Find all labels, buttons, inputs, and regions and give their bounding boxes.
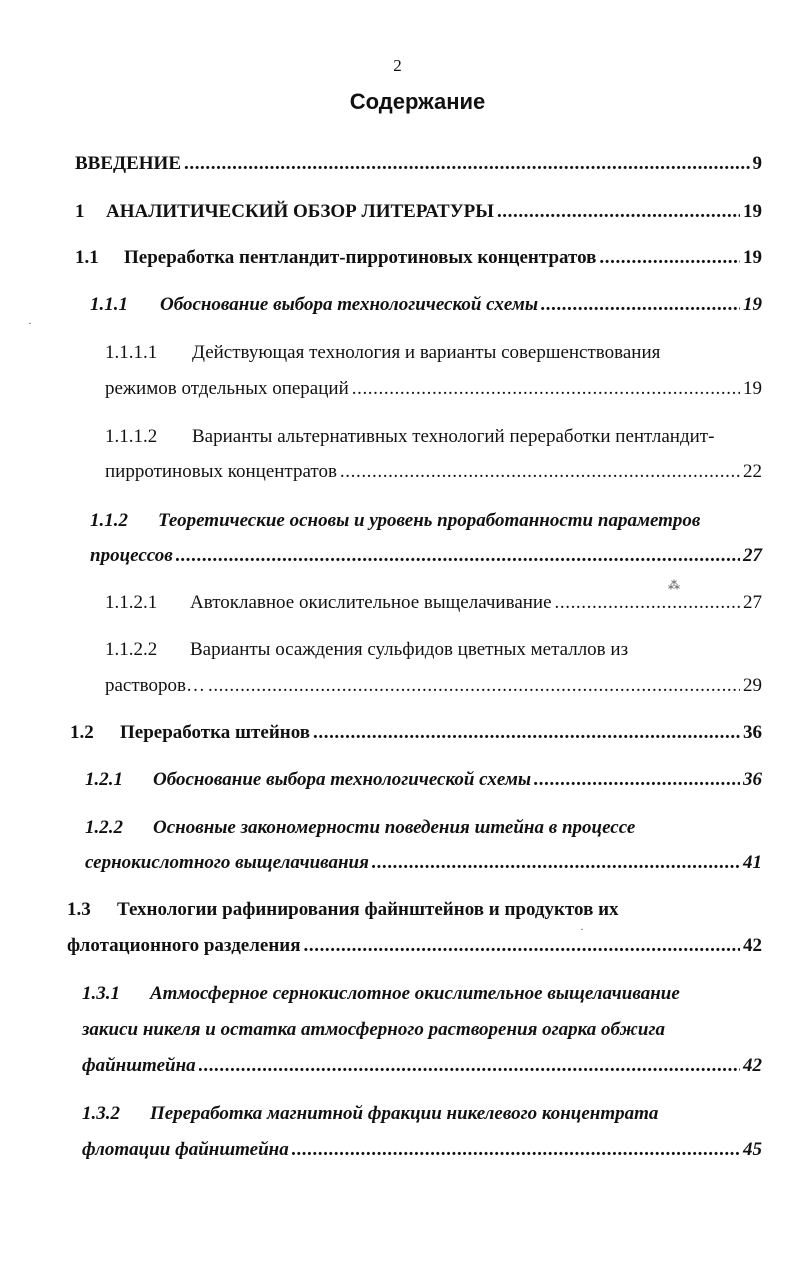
toc-entry-text-cont: режимов отдельных операций bbox=[105, 378, 349, 399]
toc-leader bbox=[497, 201, 740, 223]
toc-entry-text: Действующая технология и варианты совершенствования bbox=[192, 342, 661, 363]
toc-page: 22 bbox=[743, 461, 762, 482]
toc-entry-text: Теоретические основы и уровень проработанности параметров bbox=[158, 510, 701, 531]
toc-entry-1-1-1-2-cont[interactable] bbox=[105, 461, 762, 483]
toc-entry-1-1-2-2[interactable] bbox=[105, 639, 762, 661]
toc-page: 36 bbox=[743, 769, 762, 790]
toc-entry-1-3-1-cont2[interactable] bbox=[82, 1055, 762, 1077]
page-number: 2 bbox=[393, 56, 402, 75]
toc-entry-number: 1 bbox=[75, 201, 85, 222]
toc-entry-1-2-2[interactable] bbox=[85, 817, 762, 839]
toc-leader bbox=[599, 247, 740, 269]
toc-entry-1-3-1[interactable] bbox=[82, 983, 762, 1005]
toc-entry-text: Основные закономерности поведения штейна в процессе bbox=[153, 817, 636, 838]
toc-entry-1-3[interactable] bbox=[67, 899, 762, 921]
toc-entry-1-2-2-cont[interactable] bbox=[85, 852, 762, 874]
page-title: Содержание bbox=[349, 89, 486, 114]
scan-speck: · bbox=[28, 316, 32, 330]
toc-leader bbox=[555, 592, 740, 614]
toc-entry-1-2-1[interactable] bbox=[85, 769, 762, 791]
toc-entry-number: 1.1.1.2 bbox=[105, 426, 158, 447]
toc-entry-text-cont: флотации файнштейна bbox=[82, 1139, 289, 1160]
toc-entry-1-1-2[interactable] bbox=[90, 510, 762, 532]
toc-entry-number: 1.3.2 bbox=[82, 1103, 120, 1124]
toc-page: 19 bbox=[743, 378, 762, 399]
toc-entry-text-cont: закиси никеля и остатка атмосферного растворения огарка обжига bbox=[82, 1019, 665, 1040]
toc-entry-1-3-cont[interactable] bbox=[67, 935, 762, 957]
toc-page: 27 bbox=[743, 592, 762, 613]
toc-leader bbox=[541, 294, 740, 316]
toc-entry-1-1-1-2[interactable] bbox=[105, 426, 762, 448]
toc-entry-number: 1.1.2.2 bbox=[105, 639, 158, 660]
toc-page: 45 bbox=[743, 1139, 762, 1160]
toc-page: 42 bbox=[743, 935, 762, 956]
toc-leader bbox=[313, 722, 740, 744]
toc-page: 19 bbox=[743, 247, 762, 268]
toc-entry-1-1-2-1[interactable] bbox=[105, 592, 762, 614]
toc-entry-1-3-1-cont[interactable] bbox=[82, 1019, 762, 1041]
toc-entry-text: Атмосферное сернокислотное окислительное выщелачивание bbox=[150, 983, 680, 1004]
toc-entry-text: Обоснование выбора технологической схемы bbox=[160, 294, 539, 315]
toc-entry-text: ВВЕДЕНИЕ bbox=[75, 153, 181, 174]
toc-page: 41 bbox=[743, 852, 762, 873]
toc-leader bbox=[199, 1055, 740, 1077]
toc-leader bbox=[208, 675, 740, 697]
toc-entry-number: 1.2.1 bbox=[85, 769, 123, 790]
toc-entry-text: Переработка магнитной фракции никелевого концентрата bbox=[150, 1103, 659, 1124]
toc-entry-text: Переработка штейнов bbox=[120, 722, 311, 743]
toc-leader bbox=[352, 378, 740, 400]
toc-entry-1[interactable] bbox=[75, 201, 762, 223]
toc-entry-1-3-2-cont[interactable] bbox=[82, 1139, 762, 1161]
toc-entry-text: Варианты альтернативных технологий переработки пентландит- bbox=[192, 426, 715, 447]
toc-entry-number: 1.2 bbox=[70, 722, 94, 743]
toc-page: 36 bbox=[743, 722, 762, 743]
toc-entry-number: 1.2.2 bbox=[85, 817, 123, 838]
toc-entry-text-cont: процессов bbox=[90, 545, 173, 566]
toc-entry-text: Автоклавное окислительное выщелачивание bbox=[190, 592, 552, 613]
toc-entry-text-cont: сернокислотного выщелачивания bbox=[85, 852, 369, 873]
toc-entry-1-1-1-1[interactable] bbox=[105, 342, 762, 364]
toc-entry-number: 1.3.1 bbox=[82, 983, 120, 1004]
toc-page: 29 bbox=[743, 675, 762, 696]
toc-entry-1-1-2-2-cont[interactable] bbox=[105, 675, 762, 697]
toc-entry-number: 1.1.1.1 bbox=[105, 342, 158, 363]
toc-entry-text: Обоснование выбора технологической схемы bbox=[153, 769, 532, 790]
toc-entry-number: 1.3 bbox=[67, 899, 91, 920]
toc-page: 19 bbox=[743, 201, 762, 222]
toc-leader bbox=[292, 1139, 740, 1161]
toc-page: 9 bbox=[752, 153, 762, 174]
toc-entry-1-2[interactable] bbox=[70, 722, 762, 744]
toc-page: 42 bbox=[743, 1055, 762, 1076]
toc-entry-text: Варианты осаждения сульфидов цветных металлов из bbox=[190, 639, 629, 660]
toc-leader bbox=[372, 852, 740, 874]
toc-leader bbox=[176, 545, 740, 567]
toc-leader bbox=[184, 153, 750, 175]
scan-speck: ⁂ bbox=[668, 578, 680, 592]
toc-entry-introduction[interactable] bbox=[75, 153, 762, 175]
toc-page: 27 bbox=[743, 545, 762, 566]
toc-entry-text: Переработка пентландит-пирротиновых концентратов bbox=[124, 247, 597, 268]
toc-entry-1-1-2-cont[interactable] bbox=[90, 545, 762, 567]
toc-entry-text: АНАЛИТИЧЕСКИЙ ОБЗОР ЛИТЕРАТУРЫ bbox=[106, 201, 494, 222]
toc-entry-number: 1.1.2.1 bbox=[105, 592, 158, 613]
toc-page: 19 bbox=[743, 294, 762, 315]
toc-leader bbox=[304, 935, 740, 957]
toc-entry-1-1[interactable] bbox=[75, 247, 762, 269]
toc-entry-number: 1.1.2 bbox=[90, 510, 128, 531]
toc-entry-number: 1.1 bbox=[75, 247, 99, 268]
toc-entry-number: 1.1.1 bbox=[90, 294, 128, 315]
toc-entry-text-cont: флотационного разделения bbox=[67, 935, 301, 956]
scan-speck: · bbox=[580, 922, 584, 936]
toc-entry-1-1-1[interactable] bbox=[90, 294, 762, 316]
toc-entry-text-cont: пирротиновых концентратов bbox=[105, 461, 337, 482]
toc-leader bbox=[340, 461, 740, 483]
toc-entry-text: Технологии рафинирования файнштейнов и продуктов их bbox=[117, 899, 619, 920]
toc-entry-text-cont: файнштейна bbox=[82, 1055, 196, 1076]
toc-leader bbox=[534, 769, 740, 791]
toc-entry-1-3-2[interactable] bbox=[82, 1103, 762, 1125]
toc-entry-text-cont: растворов… bbox=[105, 675, 205, 696]
toc-entry-1-1-1-1-cont[interactable] bbox=[105, 378, 762, 400]
